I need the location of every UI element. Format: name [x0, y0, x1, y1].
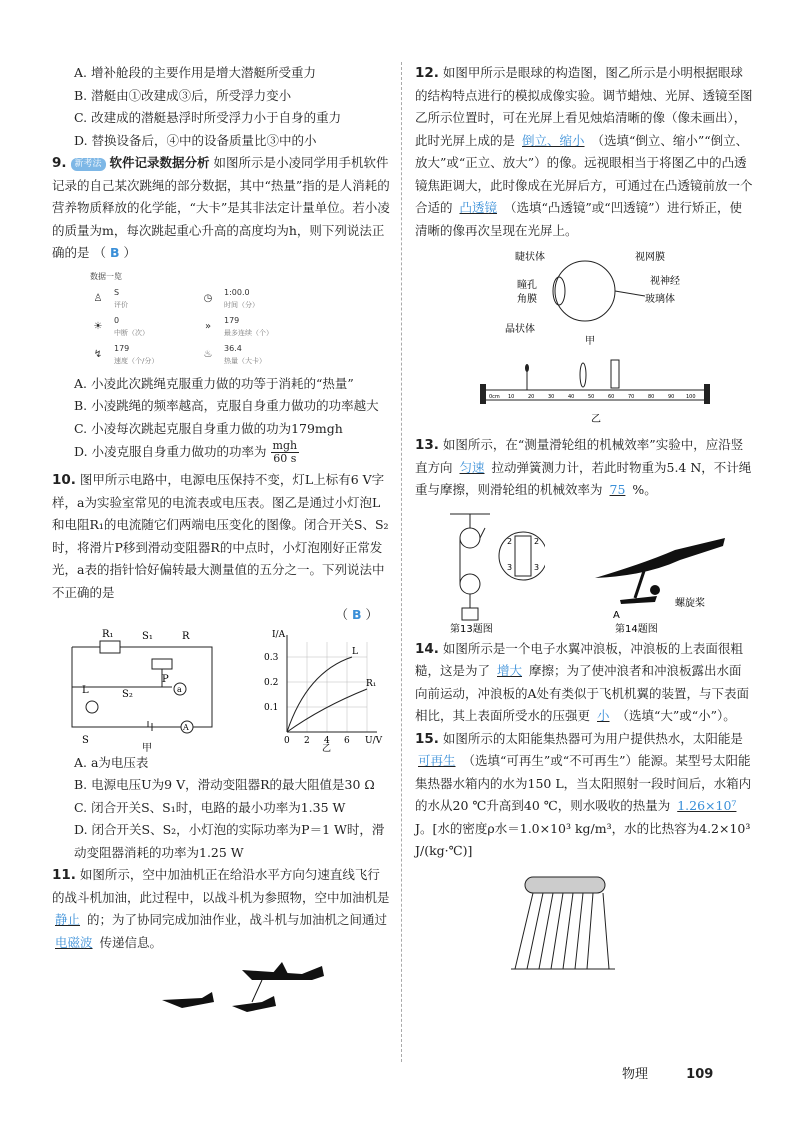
question-12	[415, 62, 753, 428]
q10-answer: B	[351, 607, 362, 622]
q12-text-1: 如图甲所示是眼球的构造图，图乙所示是小明根据眼球的结构特点进行的模拟成像实验。调节蜡烛、光屏、透镜至图乙所示位置时，可在光屏上看见烛焰清晰的像（像未画出），此时光屏上成的是	[415, 65, 753, 148]
fraction-denominator: 60 s	[273, 452, 297, 465]
q10-stem: 图甲所示电路中，电源电压保持不变，灯L上标有6 V字样，a为实验室常见的电流表或电压表。图乙是通过小灯泡L和电阻R₁的电流随它们两端电压变化的图像。闭合开关S、S₂时，将滑片P移到滑动变阻器R的中点时，小灯泡刚好正常发光，a表的指针恰好偏转最大测量值的五分之一。下列说法中不正确的是	[52, 472, 389, 600]
eye-caption: 甲	[585, 336, 595, 346]
app-value: 1:00.0	[224, 287, 250, 297]
q11-blank-2: 电磁波	[55, 934, 93, 950]
optical-bench	[475, 350, 715, 428]
app-row	[90, 285, 330, 313]
q9-option-a: A. 小凌此次跳绳克服重力做的功等于消耗的“热量”	[74, 375, 354, 391]
q13-blank-1: 匀速	[459, 459, 485, 475]
eye-label: 视网膜	[635, 252, 665, 263]
q14-figure-caption: 第14题图	[615, 623, 658, 633]
graph-ytick: 0.2	[264, 677, 279, 688]
q11-blank-1: 静止	[55, 912, 81, 927]
flame-icon: ♨	[203, 348, 213, 360]
left-column	[52, 62, 390, 1018]
app-label: 热量（大卡）	[224, 356, 266, 365]
app-value: 0	[114, 315, 120, 325]
q9-option-b: B. 小凌跳绳的频率越高，克服自身重力做功的功率越大	[74, 398, 379, 413]
bench-tick: 40	[568, 394, 575, 400]
eye-label: 视神经	[650, 276, 680, 287]
label-R1: R₁	[102, 628, 114, 640]
q10-option-a: A. a为电压表	[74, 754, 149, 770]
page-number: 109	[686, 1067, 714, 1082]
q11-text-3: 传递信息。	[99, 934, 163, 950]
q13-figure-caption: 第13题图	[450, 623, 493, 633]
app-cell-breaks	[90, 315, 200, 339]
q14-text-2: 摩擦；为了使冲浪者和冲浪板露出水面向前运动，冲浪板的A处有类似于飞机机翼的装置，与下表面相比，其上表面所受水的压强更	[415, 663, 750, 723]
power-fraction	[271, 440, 300, 465]
label-meter-a: a	[177, 684, 182, 694]
scale-tick: 3	[534, 562, 540, 572]
bench-tick: 0cm	[489, 394, 500, 400]
app-label: 速度（个/分）	[114, 356, 159, 365]
q14-number: 14.	[415, 640, 439, 657]
eye-label: 晶状体	[505, 324, 535, 335]
bench-tick: 80	[648, 394, 655, 400]
circuit-caption: 甲	[142, 742, 152, 752]
q11-number: 11.	[52, 867, 76, 883]
q10-option-d: D. 闭合开关S、S₂，小灯泡的实际功率为P＝1 W时，滑动变阻器消耗的功率为1.25 W	[74, 822, 385, 860]
question-11	[52, 864, 390, 1018]
label-propeller: 螺旋桨	[675, 597, 705, 609]
app-value: 179	[224, 315, 240, 325]
q8-option-d: D. 替换设备后，④中的设备质量比③中的小	[74, 132, 317, 148]
scale-tick: 3	[507, 562, 513, 572]
bench-tick: 100	[686, 394, 696, 400]
circuit-diagram	[52, 627, 252, 752]
q10-number: 10.	[52, 472, 76, 488]
label-P: P	[162, 673, 169, 685]
right-column	[415, 62, 753, 979]
person-icon: ♙	[93, 292, 103, 304]
eye-label: 瞳孔	[517, 280, 537, 291]
app-cell-time	[200, 287, 310, 311]
label-S2: S₂	[122, 688, 133, 700]
page-footer	[622, 1063, 713, 1082]
q9-option-d-text: D. 小凌克服自身重力做功的功率为	[74, 444, 267, 459]
q15-blank-1: 可再生	[418, 753, 456, 768]
bench-tick: 70	[628, 394, 635, 400]
refueling-aircraft-figure	[152, 958, 352, 1018]
pulley-figure	[435, 508, 545, 633]
q14-blank-1: 增大	[497, 663, 523, 678]
graph-xtick: 4	[324, 735, 330, 746]
bench-tick: 30	[548, 394, 555, 400]
q10-option-b: B. 电源电压U为9 V，滑动变阻器R的最大阻值是30 Ω	[74, 777, 375, 792]
iv-graph	[262, 627, 387, 752]
q15-text-3: J。[水的密度ρ水＝1.0×10³ kg/m³，水的比热容为4.2×10³ J/(kg·℃)]	[415, 820, 751, 858]
question-15	[415, 728, 753, 979]
q11-text-1: 如图所示，空中加油机正在给沿水平方向匀速直线飞行的战斗机加油，此过程中，以战斗机为参照物，空中加油机是	[52, 867, 390, 905]
question-14	[415, 638, 753, 728]
eyeball-diagram	[435, 246, 735, 346]
scale-tick: 2	[507, 536, 513, 546]
q13-number: 13.	[415, 437, 439, 453]
q9-answer: B	[109, 245, 120, 260]
q9-number: 9.	[52, 155, 67, 171]
timer-icon: ◷	[203, 292, 213, 304]
q8-option-a: A. 增补舱段的主要作用是增大潜艇所受重力	[74, 65, 316, 80]
app-cell-max-streak	[200, 315, 310, 339]
q13-q14-figures	[415, 508, 753, 638]
app-value: S	[114, 287, 120, 297]
app-row	[90, 313, 330, 341]
q9-new-method-tag: 新考法	[71, 158, 106, 171]
q12-number: 12.	[415, 65, 439, 81]
chevrons-icon: »	[204, 320, 212, 332]
graph-xtick: 2	[304, 735, 310, 746]
question-9: 9. 新考法 软件记录数据分析 如图所示是小凌同学用手机软件记录的自己某次跳绳的部分数据，其中“热量”指的是人消耗的营养物质释放的化学能，“大卡”是其非法定计量单位。若小凌的质量为m，每次跳起重心升高的高度均为h，则下列说法正确的是 （ B ） 数据一览 ♙ S 评价 ◷ 1:00.0 时间（分） ☀ 0 中断（次） » 179 最多连续（个） ↯ 179 速度（个/分） ♨ 36.4 热量（大卡） A. 小凌此次跳绳克服重力做的功等于消耗的“热量” B. 小凌跳绳的频率越高，克服自身重力做功的功率越大 C. 小凌每次跳起克服自身重力做的功为179mgh D. 小凌克服自身重力做功的功率为 $\frac{\text{mgh}}{60 s}$	[52, 155, 390, 465]
solar-water-heater-figure	[505, 869, 625, 979]
app-cell-speed	[90, 343, 200, 367]
q14-blank-2: 小	[597, 708, 610, 723]
q14-text-3: （选填“大”或“小”）。	[616, 708, 736, 723]
q13-blank-2: 75	[609, 482, 626, 497]
label-ammeter: A	[183, 722, 189, 732]
graph-ytick: 0.1	[264, 702, 279, 713]
label-A: A	[613, 609, 620, 621]
speed-icon: ↯	[93, 348, 103, 360]
q9-topic: 软件记录数据分析	[109, 155, 210, 170]
q9-option-d	[52, 440, 390, 465]
q15-text-2: （选填“可再生”或“不可再生”）能源。某型号太阳能集热器水箱内的水为150 L，当太阳照射一段时间后，水箱内的水从20 ℃升高到40 ℃，则水吸收的热量为	[415, 753, 752, 813]
graph-xtick: 6	[344, 735, 350, 746]
q8-options	[52, 62, 390, 152]
bench-tick: 10	[508, 394, 515, 400]
hydrofoil-surfboard-figure	[585, 508, 735, 633]
jump-rope-app-screenshot	[90, 271, 330, 369]
graph-ylabel: I/A	[272, 629, 286, 640]
q13-text-2: 拉动弹簧测力计，若此时物重为5.4 N，不计绳重与摩擦，则滑轮组的机械效率为	[415, 459, 752, 497]
q13-text-1: 如图所示，在“测量滑轮组的机械效率”实验中，应沿竖直方向	[415, 437, 744, 475]
q12-text-3: （选填“凸透镜”或“凹透镜”）进行矫正，使清晰的像再次呈现在光屏上。	[415, 200, 743, 238]
graph-caption: 乙	[322, 743, 332, 752]
bench-tick: 90	[668, 394, 675, 400]
app-row	[90, 341, 330, 369]
app-header: 数据一览	[90, 271, 122, 281]
question-13	[415, 434, 753, 502]
subject-label: 物理	[622, 1067, 649, 1082]
sun-icon: ☀	[93, 320, 103, 332]
label-L: L	[82, 684, 89, 696]
app-value: 36.4	[224, 343, 242, 353]
graph-xlabel: U/V	[365, 735, 383, 746]
q9-option-c: C. 小凌每次跳起克服自身重力做的功为179mgh	[74, 420, 343, 436]
app-label: 时间（分）	[224, 300, 259, 309]
q14-text-1: 如图所示是一个电子水翼冲浪板，冲浪板的上表面很粗糙，这是为了	[415, 640, 743, 678]
app-label: 中断（次）	[114, 328, 149, 337]
curve-R1-label: R₁	[366, 678, 377, 689]
eye-label: 睫状体	[515, 252, 545, 263]
q8-option-b: B. 潜艇由①改建成③后，所受浮力变小	[74, 87, 292, 103]
q8-option-c: C. 改建成的潜艇悬浮时所受浮力小于自身的重力	[74, 110, 342, 125]
fraction-numerator: mgh	[272, 439, 298, 452]
app-label: 最多连续（个）	[224, 328, 273, 337]
bench-tick: 20	[528, 394, 535, 400]
q9-stem: 如图所示是小凌同学用手机软件记录的自己某次跳绳的部分数据，其中“热量”指的是人消耗的营养物质释放的化学能，“大卡”是其非法定计量单位。若小凌的质量为m，每次跳起重心升高的高度均为h，则下列说法正确的是	[52, 155, 390, 260]
q12-blank-1: 倒立、缩小	[522, 132, 585, 148]
graph-xtick: 0	[284, 735, 290, 746]
q15-text-1: 如图所示的太阳能集热器可为用户提供热水，太阳能是	[442, 730, 743, 746]
column-divider	[401, 62, 402, 1062]
eye-label: 角膜	[517, 294, 537, 305]
q10-figures	[52, 627, 390, 752]
app-value: 179	[114, 343, 130, 353]
app-label: 评价	[114, 300, 128, 309]
bench-tick: 50	[588, 394, 595, 400]
q10-option-c: C. 闭合开关S、S₁时，电路的最小功率为1.35 W	[74, 799, 346, 815]
question-10: 10. 图甲所示电路中，电源电压保持不变，灯L上标有6 V字样，a为实验室常见的电流表或电压表。图乙是通过小灯泡L和电阻R₁的电流随它们两端电压变化的图像。闭合开关S、S₂时，将滑片P移到滑动变阻器R的中点时，小灯泡刚好正常发光，a表的指针恰好偏转最大测量值的五分之一。下列说法中不正确的是 （ B ） R₁ S₁ R P L S₂ a A S 甲 I/A 0.3 0.2 0.1 0 2 4 6 U/V L R₁ 乙 A. a为电压表 B. 电源电压U为9 V，滑动变阻器R的最大阻值是30 Ω C. 闭合开关S、S₁时，电路的最小功率为1.35 W D. 闭合开关S、S₂，小灯泡的实际功率为P＝1 W时，滑动变阻器消耗的功率为1.25 W	[52, 469, 390, 864]
curve-L-label: L	[352, 646, 358, 657]
q12-text-2: （选填“倒立、缩小”“倒立、放大”或“正立、放大”）的像。远视眼相当于将图乙中的凸透镜焦距调大，此时像成在光屏后方，可通过在凸透镜前放一个合适的	[415, 132, 753, 215]
eye-label: 玻璃体	[645, 294, 675, 305]
q11-text-2: 的；为了协同完成加油作业，战斗机与加油机之间通过	[87, 912, 388, 927]
label-S1: S₁	[142, 630, 153, 642]
scale-tick: 2	[534, 536, 540, 546]
label-R: R	[182, 630, 190, 642]
app-cell-rating	[90, 287, 200, 311]
app-cell-calories	[200, 343, 310, 367]
bench-tick: 60	[608, 394, 615, 400]
graph-ytick: 0.3	[264, 652, 279, 663]
q13-text-3: %。	[632, 482, 657, 497]
label-S: S	[82, 734, 89, 746]
bench-caption: 乙	[591, 414, 601, 425]
q15-number: 15.	[415, 730, 439, 747]
q15-blank-2: 1.26×10⁷	[677, 798, 737, 813]
q12-blank-2: 凸透镜	[459, 200, 498, 215]
